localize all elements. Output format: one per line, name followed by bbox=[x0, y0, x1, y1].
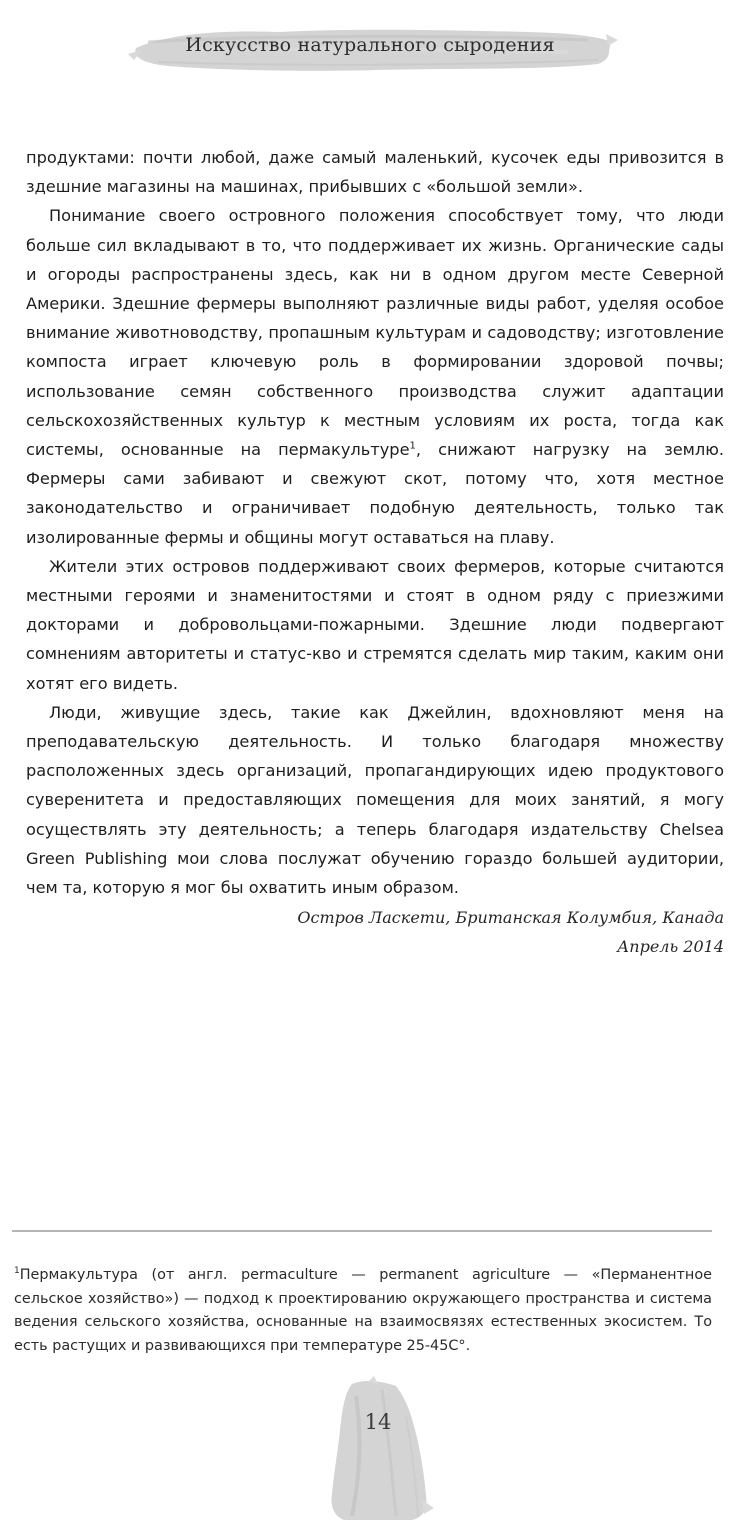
signature-block bbox=[297, 903, 724, 961]
page-number-brush-stroke bbox=[322, 1376, 434, 1521]
running-header-title: Искусство натурального сыродения bbox=[185, 34, 555, 56]
paragraph-islanders: Жители этих островов поддерживают своих фермеров, которые считаются местными героями и знаменитостями и стоят в одном ряду с приезжими докторами и добровольцами-пожарными. Здешние люди подвергают сомнениям авторитеты и статус-кво и стремятся сделать мир таким, каким они хотят его видеть. bbox=[26, 556, 724, 693]
page-number: 14 bbox=[364, 1410, 392, 1434]
paragraph-text: , снижают нагрузку на землю. Фермеры сами забивают и свежуют скот, потому что, хотя местное законодательство и ограничивает подобную деятельность, только так изолированные фермы и общины могут оставаться на плаву. bbox=[26, 440, 724, 547]
paragraph-text: Понимание своего островного положения способствует тому, что люди больше сил вкладывают в то, что поддерживает их жизнь. Органические сады и огороды распространены здесь, как ни в одном другом месте Северной Америки. Здешние фермеры выполняют различные виды работ, уделяя особое внимание животноводству, пропашным культурам и садоводству; изготовление компоста играет ключевую роль в формировании здоровой почвы; использование семян собственного производства служит адаптации сельскохозяйственных культур к местным условиям их роста, тогда как системы, основанные на пермакультуре bbox=[26, 206, 724, 460]
paragraph-inspiration: Люди, живущие здесь, такие как Джейлин, вдохновляют меня на преподавательскую деятельность. И только благодаря множеству расположенных здесь организаций, пропагандирующих идею продуктового суверенитета и предоставляющих помещения для моих занятий, я могу осуществлять эту деятельность; а теперь благодаря издательству Chelsea Green Publishing мои слова послужат обучению гораздо большей аудитории, чем та, которую я мог бы охватить иным образом. bbox=[26, 702, 724, 898]
footnote-marker: 1 bbox=[14, 1266, 20, 1277]
footnote bbox=[14, 1264, 712, 1358]
paragraph-continued: продуктами: почти любой, даже самый маленький, кусочек еды привозится в здешние магазины на машинах, прибывших с «большой земли». bbox=[26, 148, 724, 197]
footnote-reference: 1 bbox=[409, 440, 416, 452]
paragraph-island-position bbox=[26, 201, 724, 551]
signature-place: Остров Ласкети, Британская Колумбия, Канада bbox=[297, 908, 724, 927]
footnote-text: Пермакультура (от англ. permaculture — permanent agriculture — «Перманентное сельское хозяйство») — подход к проектированию окружающего пространства и система ведения сельского хозяйства, основанные на взаимосвязях естественных экосистем. То есть растущих и развивающихся при температуре 25-45С°. bbox=[14, 1267, 712, 1354]
main-text bbox=[26, 143, 724, 902]
footnote-divider bbox=[12, 1230, 712, 1232]
signature-date: Апрель 2014 bbox=[617, 937, 724, 956]
